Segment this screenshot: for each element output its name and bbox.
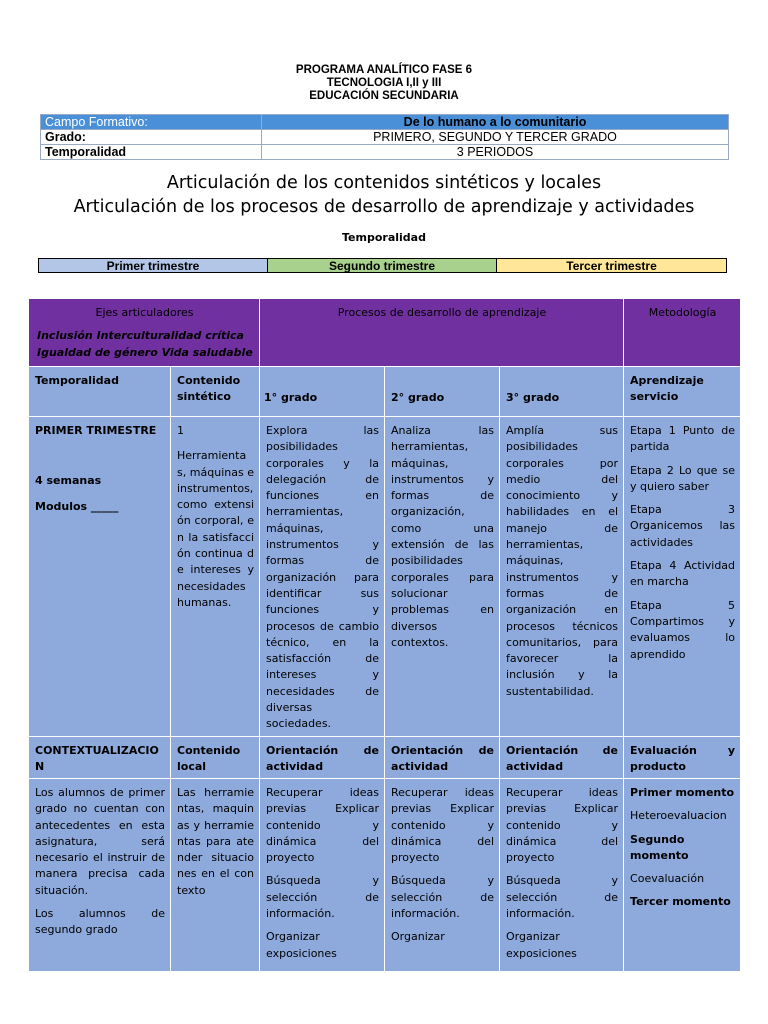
orientacion-1-item: Organizar exposiciones <box>266 930 337 960</box>
orientacion-3-heading: Orientación de actividad <box>500 737 624 779</box>
program-title: PROGRAMA ANALÍTICO FASE 6 <box>295 64 473 76</box>
contenido-local-heading: Contenido local <box>171 737 260 779</box>
section-titles <box>0 171 768 219</box>
ejes-heading: Ejes articuladores <box>95 306 194 319</box>
momento-3: Tercer momento <box>630 895 731 909</box>
orientacion-2-item: Organizar <box>391 930 445 944</box>
etapa-4: Etapa 4 Actividad en marcha <box>630 559 736 589</box>
metodologia-heading: Metodología <box>624 299 741 367</box>
contextualizacion-cell <box>29 779 171 972</box>
temporalidad-label: Temporalidad <box>41 145 262 160</box>
temporalidad-value: 3 PERIODOS <box>262 145 729 160</box>
planning-table <box>28 298 741 972</box>
campo-label: Campo Formativo: <box>41 115 262 130</box>
level-title: EDUCACIÓN SECUNDARIA <box>309 90 459 102</box>
contenido-number: 1 <box>177 424 184 437</box>
orientacion-3-item: Búsqueda y selección de información. <box>506 874 619 921</box>
orientacion-2-cell <box>385 779 500 972</box>
grado-2-heading: 2° grado <box>385 367 500 417</box>
grado-2-proceso: Analiza las herramientas, máquinas, instrumentos y formas de organización, como una extensión de las posibilidades corporales para solucionar problemas en diversos contextos. <box>385 417 500 737</box>
contenido-local-text: Las herramientas, maquinas y herramientas para atender situaciones en el contexto <box>171 779 260 972</box>
ejes-cell <box>29 299 260 367</box>
campo-value: De lo humano a lo comunitario <box>262 115 729 130</box>
orientacion-3-item: Organizar exposiciones <box>506 930 577 960</box>
orientacion-3-cell <box>500 779 624 972</box>
ejes-line-2: Igualdad de género Vida saludable <box>37 345 253 359</box>
etapa-5: Etapa 5 Compartimos y evaluamos lo aprendido <box>630 598 736 661</box>
grado-1-label: 1° grado <box>264 391 318 404</box>
orientacion-2-item: Búsqueda y selección de información. <box>391 874 495 921</box>
subject-title: TECNOLOGIA I,II y III <box>326 77 442 89</box>
contenido-sintetico-label: Contenido sintético <box>177 374 241 404</box>
contenido-sintetico-text: Herramientas, máquinas e instrumentos, como extensión corporal, en la satisfacción continua de intereses y necesidades humanas. <box>177 449 255 609</box>
contenido-sintetico-heading <box>171 367 260 417</box>
document-header <box>0 64 768 103</box>
ejes-line-1: Inclusión Interculturalidad crítica <box>37 329 244 343</box>
etapa-3: Etapa 3 Organicemos las actividades <box>630 503 736 549</box>
modulos-label: Modulos _____ <box>35 499 119 513</box>
etapas-cell <box>624 417 741 737</box>
trimestre-1: Primer trimestre <box>39 259 268 273</box>
evaluacion-heading: Evaluación y producto <box>624 737 741 779</box>
trimestre-3: Tercer trimestre <box>497 259 727 273</box>
grado-1-heading <box>260 367 385 417</box>
trimestres-legend <box>38 258 727 273</box>
title-procesos: Articulación de los procesos de desarrollo de aprendizaje y actividades <box>73 197 695 217</box>
orientacion-2-item: Recuperar ideas previas Explicar contenido y dinámica del proyecto <box>391 786 495 865</box>
grado-3-proceso: Amplía sus posibilidades corporales por medio del conocimiento y habilidades en el manejo de herramientas, máquinas, instrumentos y formas de organización en procesos técnicos comunitarios, para favorecer la inclusión y la sustentabilidad. <box>500 417 624 737</box>
temporalidad-heading: Temporalidad <box>342 231 426 244</box>
contextualizacion-heading: CONTEXTUALIZACION <box>29 737 171 779</box>
orientacion-2-heading: Orientación de actividad <box>385 737 500 779</box>
semanas-label: 4 semanas <box>35 474 102 488</box>
orientacion-3-item: Recuperar ideas previas Explicar contenido y dinámica del proyecto <box>506 786 619 865</box>
momento-1-tipo: Heteroevaluacion <box>630 809 727 823</box>
grado-1-proceso: Explora las posibilidades corporales y la delegación de funciones en herramientas, máquinas, instrumentos y formas de organización para identificar sus funciones y procesos de cambio técnico, en la satisfacción de intereses y necesidades de diversas sociedades. <box>260 417 385 737</box>
evaluacion-cell <box>624 779 741 972</box>
context-paragraph-1: Los alumnos de primer grado no cuentan con antecedentes en esta asignatura, será necesario el instruir de manera precisa cada situación. <box>35 786 165 897</box>
procesos-heading: Procesos de desarrollo de aprendizaje <box>260 299 624 367</box>
momento-2-tipo: Coevaluación <box>630 872 705 886</box>
grado-3-heading: 3° grado <box>500 367 624 417</box>
primer-trimestre-label: PRIMER TRIMESTRE <box>35 424 157 437</box>
temporalidad-col-heading: Temporalidad <box>29 367 171 417</box>
etapa-1: Etapa 1 Punto de partida <box>630 424 736 454</box>
title-contenidos: Articulación de los contenidos sintéticos y locales <box>166 173 602 193</box>
orientacion-1-heading: Orientación de actividad <box>260 737 385 779</box>
trimestre-2: Segundo trimestre <box>268 259 497 273</box>
grado-label: Grado: <box>41 130 262 145</box>
orientacion-1-item: Recuperar ideas previas Explicar contenido y dinámica del proyecto <box>266 786 380 865</box>
contenido-sintetico-cell <box>171 417 260 737</box>
primer-trimestre-cell <box>29 417 171 737</box>
momento-1: Primer momento <box>630 786 735 799</box>
orientacion-1-item: Búsqueda y selección de información. <box>266 874 380 921</box>
aprendizaje-servicio-heading: Aprendizaje servicio <box>624 367 741 417</box>
info-table <box>40 114 729 160</box>
grado-value: PRIMERO, SEGUNDO Y TERCER GRADO <box>262 130 729 145</box>
orientacion-1-cell <box>260 779 385 972</box>
context-paragraph-2: Los alumnos de segundo grado <box>35 907 165 937</box>
etapa-2: Etapa 2 Lo que se y quiero saber <box>630 463 736 493</box>
momento-2: Segundo momento <box>630 832 689 862</box>
